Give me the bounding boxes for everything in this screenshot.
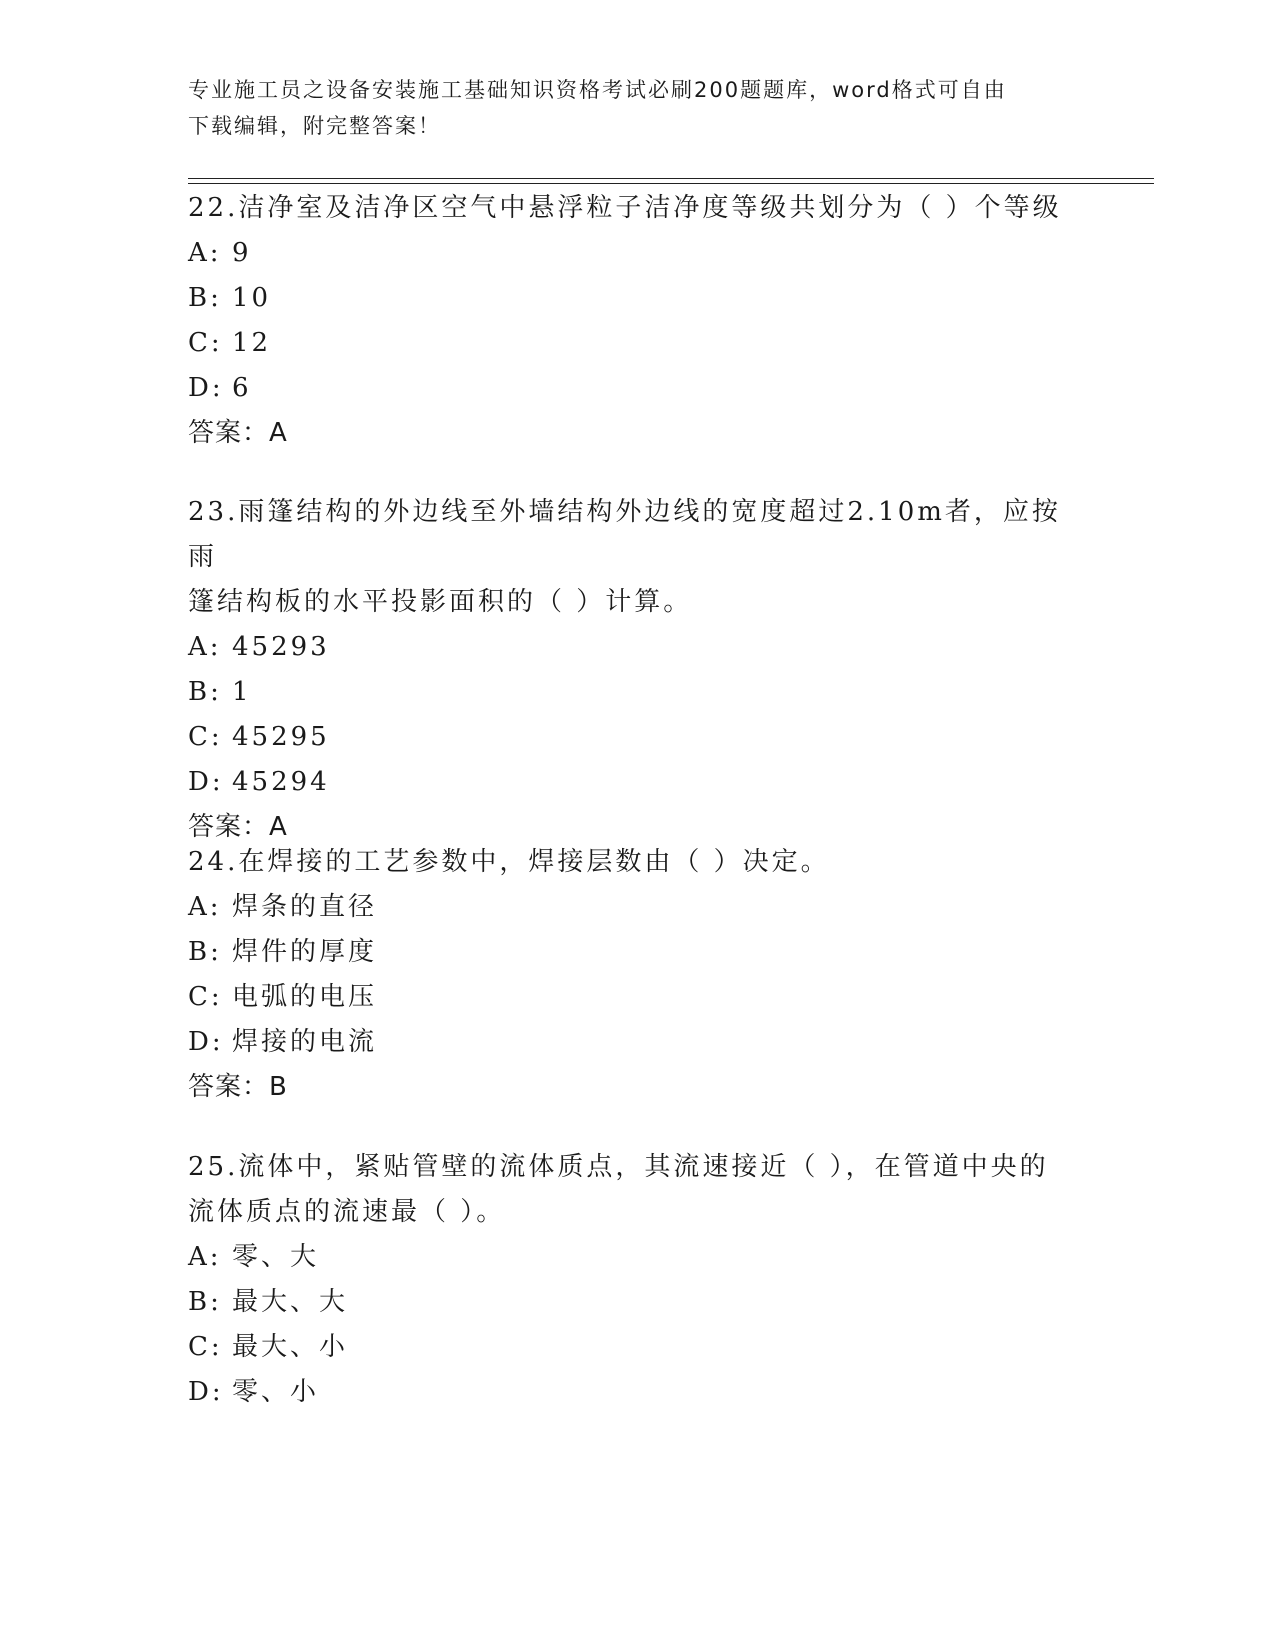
option-text: 焊条的直径 xyxy=(232,892,378,922)
option-letter: A: xyxy=(188,892,222,922)
question-22 xyxy=(188,186,1088,456)
option-text: 45294 xyxy=(232,767,330,797)
option-text: 零、小 xyxy=(232,1377,320,1407)
question-24 xyxy=(188,840,1088,1110)
answer: 答案：B xyxy=(188,1072,288,1102)
option-text: 1 xyxy=(232,677,252,707)
header-line-2: 下载编辑，附完整答案！ xyxy=(188,114,441,138)
option-text: 最大、大 xyxy=(232,1287,349,1317)
option-b xyxy=(188,276,1088,321)
question-stem-line-2: 流体质点的流速最（ ）。 xyxy=(188,1197,506,1227)
option-letter: D: xyxy=(188,1377,224,1407)
option-letter: B: xyxy=(188,677,222,707)
question-stem: 22.洁净室及洁净区空气中悬浮粒子洁净度等级共划分为（ ）个等级 xyxy=(188,193,1062,223)
document-header xyxy=(188,72,1068,144)
option-letter: A: xyxy=(188,1242,222,1272)
option-c xyxy=(188,715,1088,760)
option-letter: A: xyxy=(188,632,222,662)
question-stem-line-1: 23.雨篷结构的外边线至外墙结构外边线的宽度超过2.10m者，应按雨 xyxy=(188,497,1061,572)
option-text: 12 xyxy=(232,328,272,358)
option-text: 电弧的电压 xyxy=(232,982,378,1012)
option-text: 焊接的电流 xyxy=(232,1027,378,1057)
option-a xyxy=(188,625,1088,670)
header-line-1: 专业施工员之设备安装施工基础知识资格考试必刷200题题库，word格式可自由 xyxy=(188,78,1007,102)
option-letter: B: xyxy=(188,283,222,313)
option-letter: D: xyxy=(188,373,224,403)
option-c xyxy=(188,321,1088,366)
option-letter: B: xyxy=(188,937,222,967)
answer: 答案：A xyxy=(188,418,288,448)
option-letter: C: xyxy=(188,328,223,358)
option-letter: C: xyxy=(188,982,223,1012)
option-letter: C: xyxy=(188,1332,223,1362)
question-stem: 24.在焊接的工艺参数中，焊接层数由（ ）决定。 xyxy=(188,847,830,877)
option-d xyxy=(188,366,1088,411)
option-letter: C: xyxy=(188,722,223,752)
option-b xyxy=(188,930,1088,975)
question-25 xyxy=(188,1145,1088,1415)
option-text: 6 xyxy=(232,373,252,403)
header-divider-bottom xyxy=(188,183,1154,184)
question-stem-line-2: 篷结构板的水平投影面积的（ ）计算。 xyxy=(188,587,693,617)
option-d xyxy=(188,1020,1088,1065)
option-b xyxy=(188,1280,1088,1325)
option-d xyxy=(188,760,1088,805)
option-text: 零、大 xyxy=(232,1242,320,1272)
option-b xyxy=(188,670,1088,715)
question-stem-line-1: 25.流体中，紧贴管壁的流体质点，其流速接近（ ），在管道中央的 xyxy=(188,1152,1049,1182)
option-text: 45295 xyxy=(232,722,330,752)
option-c xyxy=(188,1325,1088,1370)
header-divider-top xyxy=(188,178,1154,179)
option-letter: B: xyxy=(188,1287,222,1317)
option-text: 10 xyxy=(232,283,272,313)
option-letter: D: xyxy=(188,1027,224,1057)
option-a xyxy=(188,885,1088,930)
option-letter: D: xyxy=(188,767,224,797)
option-text: 9 xyxy=(232,238,252,268)
option-text: 最大、小 xyxy=(232,1332,349,1362)
option-c xyxy=(188,975,1088,1020)
answer: 答案：A xyxy=(188,812,288,842)
option-letter: A: xyxy=(188,238,222,268)
question-23 xyxy=(188,490,1088,850)
option-a xyxy=(188,231,1088,276)
option-a xyxy=(188,1235,1088,1280)
option-text: 焊件的厚度 xyxy=(232,937,378,967)
option-d xyxy=(188,1370,1088,1415)
option-text: 45293 xyxy=(232,632,330,662)
